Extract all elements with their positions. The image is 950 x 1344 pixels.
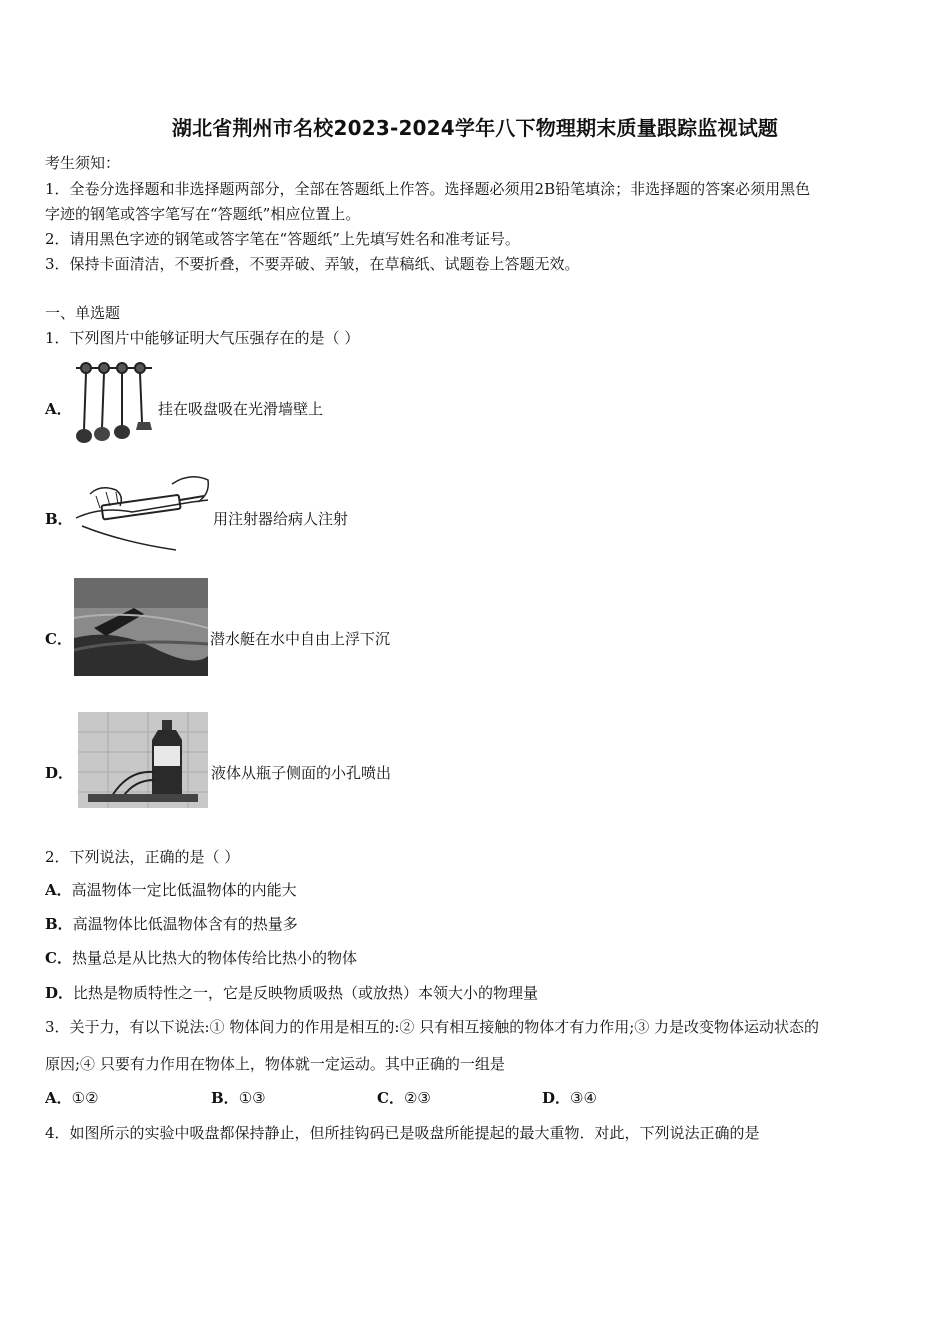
q3-option-b [211, 1087, 266, 1108]
notice-line-2: 字迹的钢笔或答字笔写在“答题纸”相应位置上。 [45, 205, 361, 223]
q3-option-b-text: ①③ [238, 1089, 266, 1107]
q3-option-c [377, 1087, 431, 1108]
q2-option-c-text: 热量总是从比热大的物体传给比热小的物体 [71, 949, 357, 967]
hanging-spoons-icon [72, 360, 156, 446]
q2-option-d [45, 982, 538, 1003]
q3-option-d-text: ③④ [570, 1089, 597, 1107]
q2-option-b-text: 高温物体比低温物体含有的热量多 [72, 915, 298, 933]
q3-option-c-text: ②③ [403, 1089, 431, 1107]
q1-option-b-text: 用注射器给病人注射 [213, 510, 349, 528]
notice-heading: 考生须知： [45, 154, 121, 172]
page-title: 湖北省荆州市名校2023-2024学年八下物理期末质量跟踪监视试题 [171, 116, 779, 140]
q3-option-d-letter: D． [542, 1089, 571, 1107]
q1-option-a-text: 挂在吸盘吸在光滑墙壁上 [158, 400, 324, 418]
q3-option-b-letter: B． [211, 1089, 239, 1107]
q1-stem: 1．下列图片中能够证明大气压强存在的是（ ） [45, 329, 360, 347]
q2-option-a-letter: A． [45, 881, 72, 899]
q2-option-d-text: 比热是物质特性之一，它是反映物质吸热（或放热）本领大小的物理量 [73, 984, 539, 1002]
notice-line-4: 3．保持卡面清洁，不要折叠，不要弄破、弄皱，在草稿纸、试题卷上答题无效。 [45, 255, 580, 273]
q2-option-d-letter: D． [45, 984, 74, 1002]
q1-option-c-letter: C． [45, 630, 72, 648]
q1-option-a-letter: A． [45, 400, 72, 418]
q2-option-a-text: 高温物体一定比低温物体的内能大 [71, 881, 297, 899]
q4-stem: 4．如图所示的实验中吸盘都保持静止，但所挂钩码已是吸盘所能提起的最大重物．对此，下列说法正确的是 [45, 1124, 760, 1142]
q1-option-b-letter: B． [45, 510, 73, 528]
q3-option-d [542, 1087, 597, 1108]
q2-option-c [45, 947, 357, 968]
submarine-icon [74, 578, 208, 676]
notice-line-1: 1．全卷分选择题和非选择题两部分，全部在答题纸上作答。选择题必须用2B铅笔填涂；非选择题的答案必须用黑色 [45, 180, 811, 198]
q3-option-a-text: ①② [71, 1089, 99, 1107]
q1-option-d-text: 液体从瓶子侧面的小孔喷出 [211, 764, 392, 782]
q1-option-d-letter: D． [45, 764, 74, 782]
notice-line-3: 2．请用黑色字迹的钢笔或答字笔在“答题纸”上先填写姓名和准考证号。 [45, 230, 520, 248]
q2-option-c-letter: C． [45, 949, 72, 967]
q1-option-c-text: 潜水艇在水中自由上浮下沉 [210, 630, 391, 648]
q2-stem: 2．下列说法，正确的是（ ） [45, 848, 240, 866]
q2-option-a [45, 879, 297, 900]
section-heading: 一、单选题 [45, 304, 121, 322]
bottle-icon [78, 712, 208, 808]
q3-option-a-letter: A． [45, 1089, 72, 1107]
q3-option-c-letter: C． [377, 1089, 404, 1107]
q3-stem-line-1: 3．关于力，有以下说法:① 物体间力的作用是相互的:② 只有相互接触的物体才有力作用;③ 力是改变物体运动状态的 [45, 1018, 820, 1036]
q3-option-a [45, 1087, 99, 1108]
q2-option-b [45, 913, 298, 934]
syringe-hand-icon [72, 466, 212, 552]
q2-option-b-letter: B． [45, 915, 73, 933]
q3-stem-line-2: 原因;④ 只要有力作用在物体上，物体就一定运动。其中正确的一组是 [45, 1055, 505, 1073]
